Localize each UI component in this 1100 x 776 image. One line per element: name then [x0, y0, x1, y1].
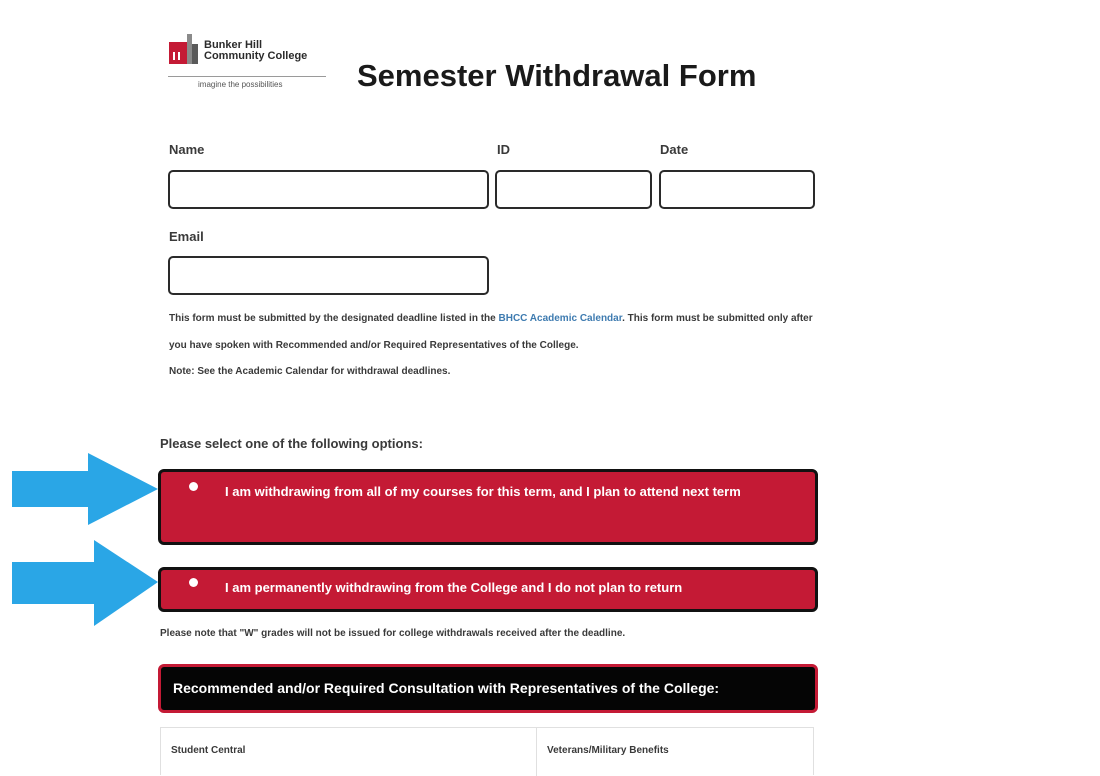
logo-divider: [168, 76, 326, 77]
option-withdraw-permanent[interactable]: [158, 567, 818, 612]
email-input[interactable]: [168, 256, 489, 295]
consultation-header-text: Recommended and/or Required Consultation with Representatives of the College:: [173, 680, 720, 696]
option-withdraw-term[interactable]: [158, 469, 818, 545]
college-logo: [168, 30, 328, 94]
arrow-icon: [12, 540, 158, 626]
radio-button[interactable]: [189, 482, 198, 491]
date-label: Date: [660, 142, 689, 157]
arrow-icon: [12, 453, 158, 525]
representatives-table: [160, 727, 814, 775]
name-label: Name: [169, 142, 205, 157]
email-label: Email: [169, 229, 204, 244]
college-name-line2: Community College: [204, 50, 308, 62]
table-cell-student-central: Student Central: [161, 728, 537, 776]
option-withdraw-permanent-label: I am permanently withdrawing from the College and I do not plan to return: [225, 580, 683, 595]
w-grade-note: Please note that "W" grades will not be issued for college withdrawals received after the deadline.: [160, 628, 626, 639]
deadline-note: Note: See the Academic Calendar for withdrawal deadlines.: [169, 366, 451, 377]
option-prompt: Please select one of the following options:: [160, 436, 423, 451]
id-input[interactable]: [495, 170, 652, 209]
radio-button[interactable]: [189, 578, 198, 587]
submission-notice: [169, 306, 819, 386]
academic-calendar-link[interactable]: BHCC Academic Calendar: [498, 313, 623, 324]
college-name: [204, 40, 307, 62]
date-input[interactable]: [659, 170, 815, 209]
notice-text-start: This form must be submitted by the designated deadline listed in the: [169, 313, 499, 324]
consultation-header: [158, 664, 818, 713]
table-cell-veterans-benefits: Veterans/Military Benefits: [547, 745, 669, 756]
college-name-line1: Bunker Hill: [204, 39, 263, 51]
college-logo-icon: [168, 30, 200, 72]
option-withdraw-term-label: I am withdrawing from all of my courses for this term, and I plan to attend next term: [225, 484, 741, 499]
id-label: ID: [497, 142, 510, 157]
notice-text-end: . This form must be submitted only after you have spoken with Recommended and/or Required Representatives of the College.: [169, 313, 813, 351]
page-title: Semester Withdrawal Form: [357, 58, 757, 93]
college-tagline: imagine the possibilities: [198, 80, 283, 89]
name-input[interactable]: [168, 170, 489, 209]
